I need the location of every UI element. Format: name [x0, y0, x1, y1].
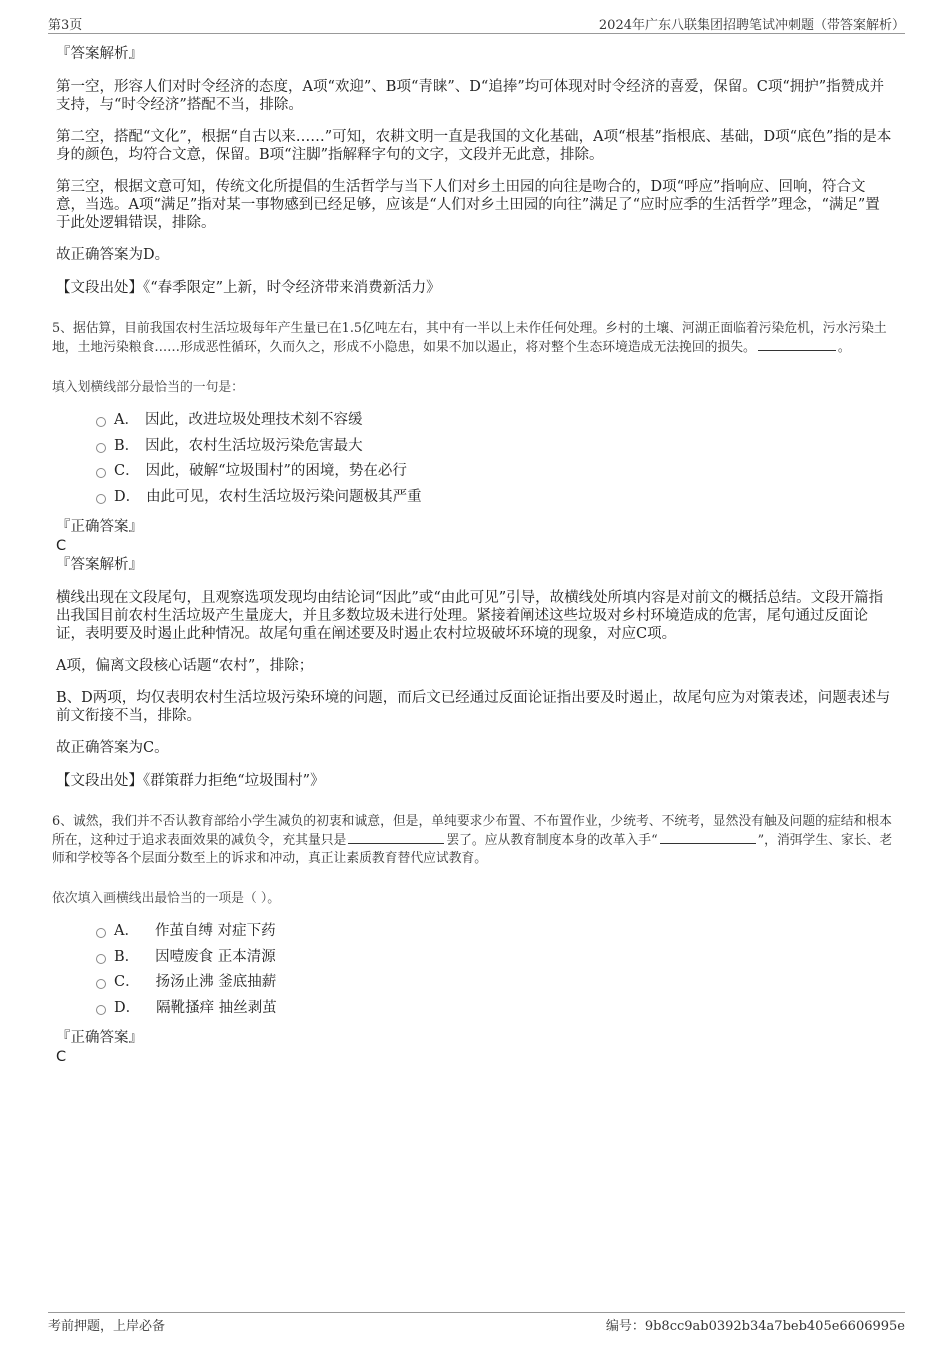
option-letter: A． [114, 412, 139, 428]
question-6-text-mid: 罢了。应从教育制度本身的改革入手“ [446, 833, 658, 848]
passage-source: 【文段出处】《“春季限定”上新，时令经济带来消费新活力》 [56, 280, 441, 296]
option-d[interactable] [96, 488, 894, 514]
page-footer [48, 1312, 905, 1334]
passage-source: 【文段出处】《群策群力拒绝“垃圾围村”》 [56, 773, 325, 789]
question-6-text: 6、诚然，我们并不否认教育部给小学生减负的初衷和诚意，但是，单纯要求少布置、不布置作业，少统考、不统考，显然没有触及问题的症结和根本所在，这种过于追求表面效果的减负令，充其量只是 [52, 814, 892, 848]
analysis-paragraph: 横线出现在文段尾句，且观察选项发现均由结论词“因此”或“由此可见”引导，故横线处所填内容是对前文的概括总结。文段开篇指出我国目前农村生活垃圾产生量庞大，并且多数垃圾未进行处理。紧接着阐述这些垃圾对乡村环境造成的危害，尾句通过反面论证，表明要及时遏止此种情况。故尾句重在阐述要及时遏止农村垃圾破坏环境的现象，对应C项。 [56, 590, 884, 642]
radio-button[interactable] [96, 928, 106, 938]
option-letter: A． [114, 923, 139, 939]
page-content [52, 44, 894, 1066]
footer-slogan: 考前押题，上岸必备 [48, 1319, 166, 1334]
question-5-answer [56, 517, 894, 575]
option-a[interactable] [96, 411, 894, 437]
question-6-stem [52, 813, 894, 868]
option-text: 作茧自缚 对症下药 [154, 923, 276, 939]
correct-answer-value: C [56, 538, 67, 554]
answer-blank [348, 831, 444, 844]
correct-answer-value: C [56, 1049, 67, 1065]
option-letter: C． [114, 974, 140, 990]
question-6-answer [56, 1028, 894, 1066]
option-letter: B． [114, 437, 140, 454]
option-a[interactable] [96, 922, 894, 948]
option-text: 因此，改进垃圾处理技术刻不容缓 [144, 412, 363, 428]
question-5-text: 5、据估算，目前我国农村生活垃圾每年产生量已在1.5亿吨左右，其中有一半以上未作任何处理。乡村的土壤、河湖正面临着污染危机，污水污染土地，土地污染粮食……形成恶性循环，久而久之，形成不小隐患，如果不加以遏止，将对整个生态环境造成无法挽回的损失。 [52, 321, 887, 355]
radio-button[interactable] [96, 494, 106, 504]
radio-button[interactable] [96, 1005, 106, 1015]
option-letter: D． [114, 488, 141, 505]
question-5-prompt: 填入划横线部分最恰当的一句是： [52, 380, 244, 395]
question-5-options [56, 411, 894, 513]
option-d[interactable] [96, 999, 894, 1025]
correct-answer-label: 『正确答案』 [56, 519, 143, 535]
option-b[interactable] [96, 948, 894, 974]
question-5-stem [52, 320, 894, 357]
option-letter: B． [114, 948, 140, 965]
option-text: 因噎废食 正本清源 [155, 948, 276, 965]
option-text: 因此，破解“垃圾围村”的困境，势在必行 [145, 463, 407, 479]
question-6-text-end: ”，消弭学生、家长、老师和学校等各个层面分数至上的诉求和冲动，真正让素质教育替代应试教育。 [52, 833, 893, 866]
option-b[interactable] [96, 437, 894, 463]
analysis-paragraph: A项，偏离文段核心话题“农村”，排除； [56, 658, 314, 674]
analysis-paragraph: B、D两项，均仅表明农村生活垃圾污染环境的问题，而后文已经通过反面论证指出要及时遏止，故尾句应为对策表述，问题表述与前文衔接不当，排除。 [56, 690, 891, 724]
page-number: 第3页 [48, 18, 83, 33]
radio-button[interactable] [96, 443, 106, 453]
analysis-conclusion: 故正确答案为C。 [56, 740, 169, 756]
question-6-options [56, 922, 894, 1024]
option-letter: D． [114, 999, 141, 1016]
analysis-label: 『答案解析』 [56, 46, 143, 62]
radio-button[interactable] [96, 979, 106, 989]
document-title: 2024年广东八联集团招聘笔试冲刺题（带答案解析） [598, 18, 905, 33]
analysis-paragraph: 第三空，根据文意可知，传统文化所提倡的生活哲学与当下人们对乡土田园的向往是吻合的，D项“呼应”指响应、回响，符合文意，当选。A项“满足”指对某一事物感到已经足够，应该是“人们对乡土田园的向往”满足了“应时应季的生活哲学”理念，“满足”置于此处逻辑错误，排除。 [56, 179, 880, 231]
analysis-label: 『答案解析』 [56, 557, 143, 573]
answer-blank [660, 831, 756, 844]
analysis-paragraph: 第二空，搭配“文化”，根据“自古以来……”可知，农耕文明一直是我国的文化基础，A项“根基”指根底、基础，D项“底色”指的是本身的颜色，均符合文意，保留。B项“注脚”指解释字句的文字，文段并无此意，排除。 [56, 129, 892, 163]
correct-answer-label: 『正确答案』 [56, 1030, 143, 1046]
option-text: 因此，农村生活垃圾污染危害最大 [145, 437, 363, 454]
option-c[interactable] [96, 973, 894, 999]
option-text: 隔靴搔痒 抽丝剥茧 [156, 999, 277, 1016]
option-text: 由此可见，农村生活垃圾污染问题极其严重 [146, 488, 422, 505]
radio-button[interactable] [96, 417, 106, 427]
option-letter: C． [114, 463, 140, 479]
radio-button[interactable] [96, 954, 106, 964]
page-header [48, 14, 905, 34]
answer-blank [758, 338, 836, 351]
option-text: 扬汤止沸 釜底抽薪 [155, 974, 277, 990]
question-6-prompt: 依次填入画横线出最恰当的一项是（ ）。 [52, 891, 281, 906]
radio-button[interactable] [96, 468, 106, 478]
document-id: 编号：9b8cc9ab0392b34a7beb405e6606995e [605, 1319, 905, 1334]
question-5-text-end: 。 [837, 340, 851, 355]
analysis-paragraph: 第一空，形容人们对时令经济的态度，A项“欢迎”、B项“青睐”、D“追捧”均可体现对时令经济的喜爱，保留。C项“拥护”指赞成并支持，与“时令经济”搭配不当，排除。 [56, 79, 885, 113]
option-c[interactable] [96, 462, 894, 488]
analysis-conclusion: 故正确答案为D。 [56, 247, 170, 263]
